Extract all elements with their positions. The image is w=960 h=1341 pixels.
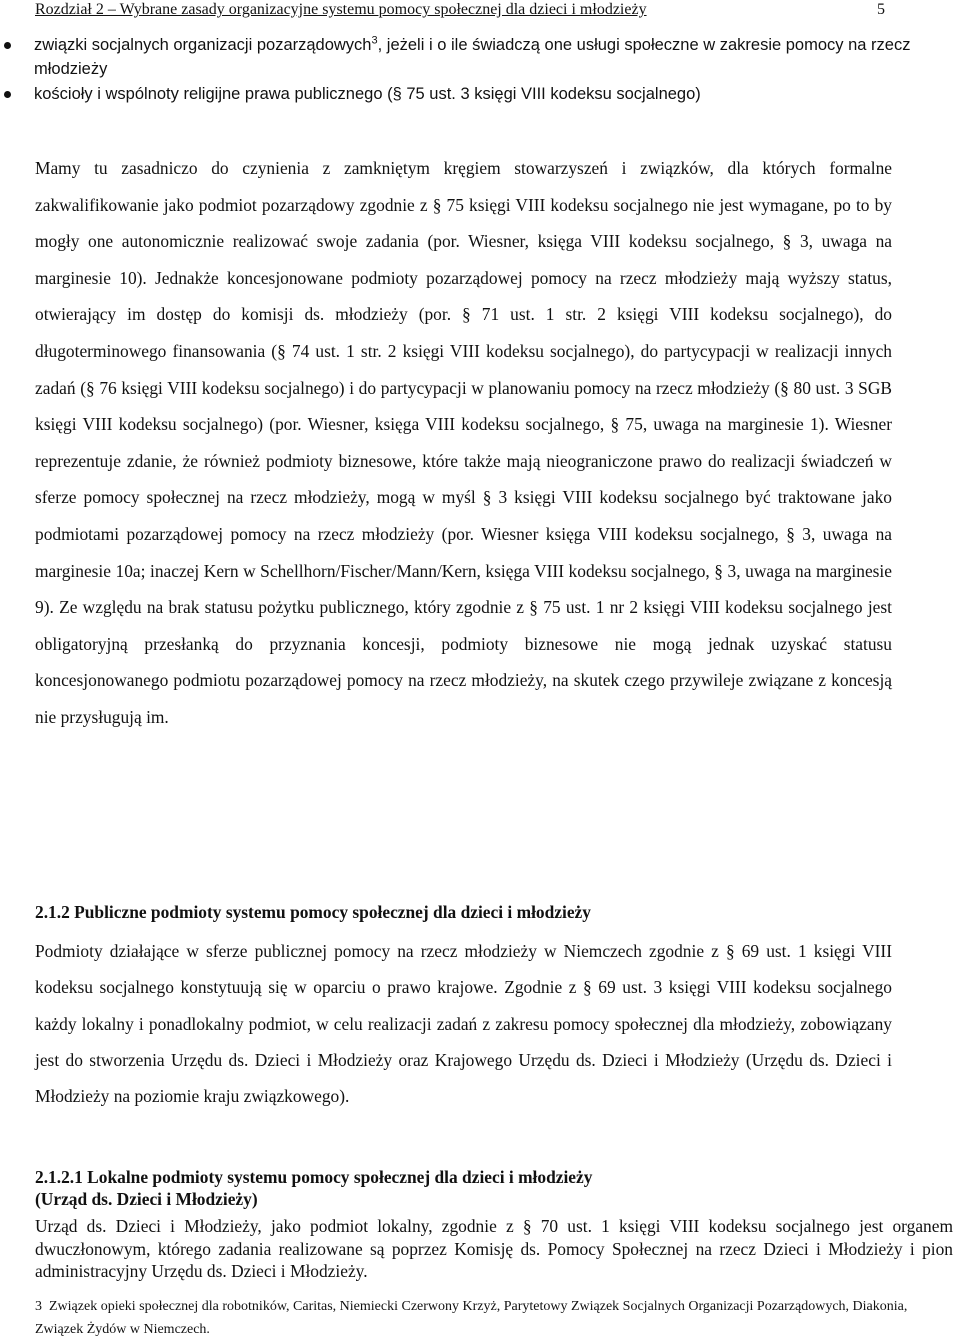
bullet-icon [4,91,11,98]
body-paragraph: Urząd ds. Dzieci i Młodzieży, jako podmiot lokalny, zgodnie z § 70 ust. 1 księgi VIII kodeksu socjalnego jest organem dwuczłonowym, którego zadania realizowane są poprzez Komisję ds. Pomocy Społecznej na rzecz Dzieci i Młodzieży i pion administracyjny Urzędu ds. Dzieci i Młodzieży. [35,1216,953,1281]
footnote-number: 3 [35,1299,42,1314]
page-number: 5 [877,1,885,18]
subsection-heading-line: (Urząd ds. Dzieci i Młodzieży) [35,1189,258,1209]
footnote-reference[interactable]: 3 [371,34,378,47]
footnote [35,1295,915,1341]
bullet-item [0,33,930,81]
bullet-text: związki socjalnych organizacji pozarządowych [34,36,372,54]
body-paragraph: Mamy tu zasadniczo do czynienia z zamkniętym kręgiem stowarzyszeń i związków, dla których formalne zakwalifikowanie jako podmiot pozarządowy zgodnie z § 75 księgi VIII kodeksu socjalnego nie jest wymagane, po to by mogły one autonomicznie realizować swoje zadania (por. Wiesner, księga VIII kodeksu socjalnego, § 3, uwaga na marginesie 10). Jednakże koncesjonowane podmioty pozarządowej pomocy na rzecz młodzieży mają wyższy status, otwierający im dostęp do komisji ds. młodzieży (por. § 71 ust. 1 str. 2 księgi VIII kodeksu socjalnego), do długoterminowego finansowania (§ 74 ust. 1 str. 2 księgi VIII kodeksu socjalnego), do partycypacji w realizacji innych zadań (§ 76 księgi VIII kodeksu socjalnego) i do partycypacji w planowaniu pomocy na rzecz młodzieży (§ 80 ust. 3 SGB księgi VIII kodeksu socjalnego) (por. Wiesner, księga VIII kodeksu socjalnego, § 75, uwaga na marginesie 1). Wiesner reprezentuje zdanie, że również podmioty biznesowe, które także mają nieograniczone prawo do realizacji świadczeń w sferze pomocy społecznej na rzecz młodzieży, mogą w myśl § 3 księgi VIII kodeksu socjalnego być traktowane jako podmiotami pozarządowej pomocy na rzecz młodzieży (por. Wiesner księga VIII kodeksu socjalnego, § 3, uwaga na marginesie 10a; inaczej Kern w Schellhorn/Fischer/Mann/Kern, księga VIII kodeksu socjalnego, § 3, uwaga na marginesie 9). Ze względu na brak statusu pożytku publicznego, który zgodnie z § 75 ust. 1 nr 2 księgi VIII kodeksu socjalnego jest obligatoryjną przesłanką do przyznania koncesji, podmioty biznesowe nie mogą jednak uzyskać statusu koncesjonowanego podmiotu pozarządowej pomocy na rzecz młodzieży, na skutek czego przywileje związane z koncesją nie przysługują im. [35,158,892,727]
running-header [35,0,885,20]
chapter-title: Rozdział 2 – Wybrane zasady organizacyjne systemu pomocy społecznej dla dzieci i młodzieży [35,1,647,18]
bullet-list [0,33,930,107]
body-paragraph: Podmioty działające w sferze publicznej pomocy na rzecz młodzieży w Niemczech zgodnie z § 69 ust. 1 księgi VIII kodeksu socjalnego konstytuują się w oparciu o prawo krajowe. Zgodnie z § 69 ust. 3 księgi VIII kodeksu socjalnego każdy lokalny i ponadlokalny podmiot, w celu realizacji zadań z zakresu pomocy społecznej dla młodzieży, zobowiązany jest do stworzenia Urzędu ds. Dzieci i Młodzieży oraz Krajowego Urzędu ds. Dzieci i Młodzieży (Urzędu ds. Dzieci i Młodzieży na poziomie kraju związkowego). [35,941,892,1107]
section-heading: 2.1.2 Publiczne podmioty systemu pomocy społecznej dla dzieci i młodzieży [35,902,591,922]
footnote-text: Związek opieki społecznej dla robotników, Caritas, Niemiecki Czerwony Krzyż, Parytetowy Związek Socjalnych Organizacji Pozarządowych, Diakonia, Związek Żydów w Niemczech. [35,1299,908,1337]
bullet-text-continued: , jeżeli i o ile świadczą one usługi społeczne w zakresie pomocy na rzecz młodzieży [34,36,911,78]
subsection-heading [35,1166,915,1210]
bullet-item [0,82,930,106]
bullet-icon [4,42,11,49]
subsection-heading-line: 2.1.2.1 Lokalne podmioty systemu pomocy społecznej dla dzieci i młodzieży [35,1167,593,1187]
bullet-text: kościoły i wspólnoty religijne prawa publicznego (§ 75 ust. 3 księgi VIII kodeksu socjalnego) [34,85,701,103]
